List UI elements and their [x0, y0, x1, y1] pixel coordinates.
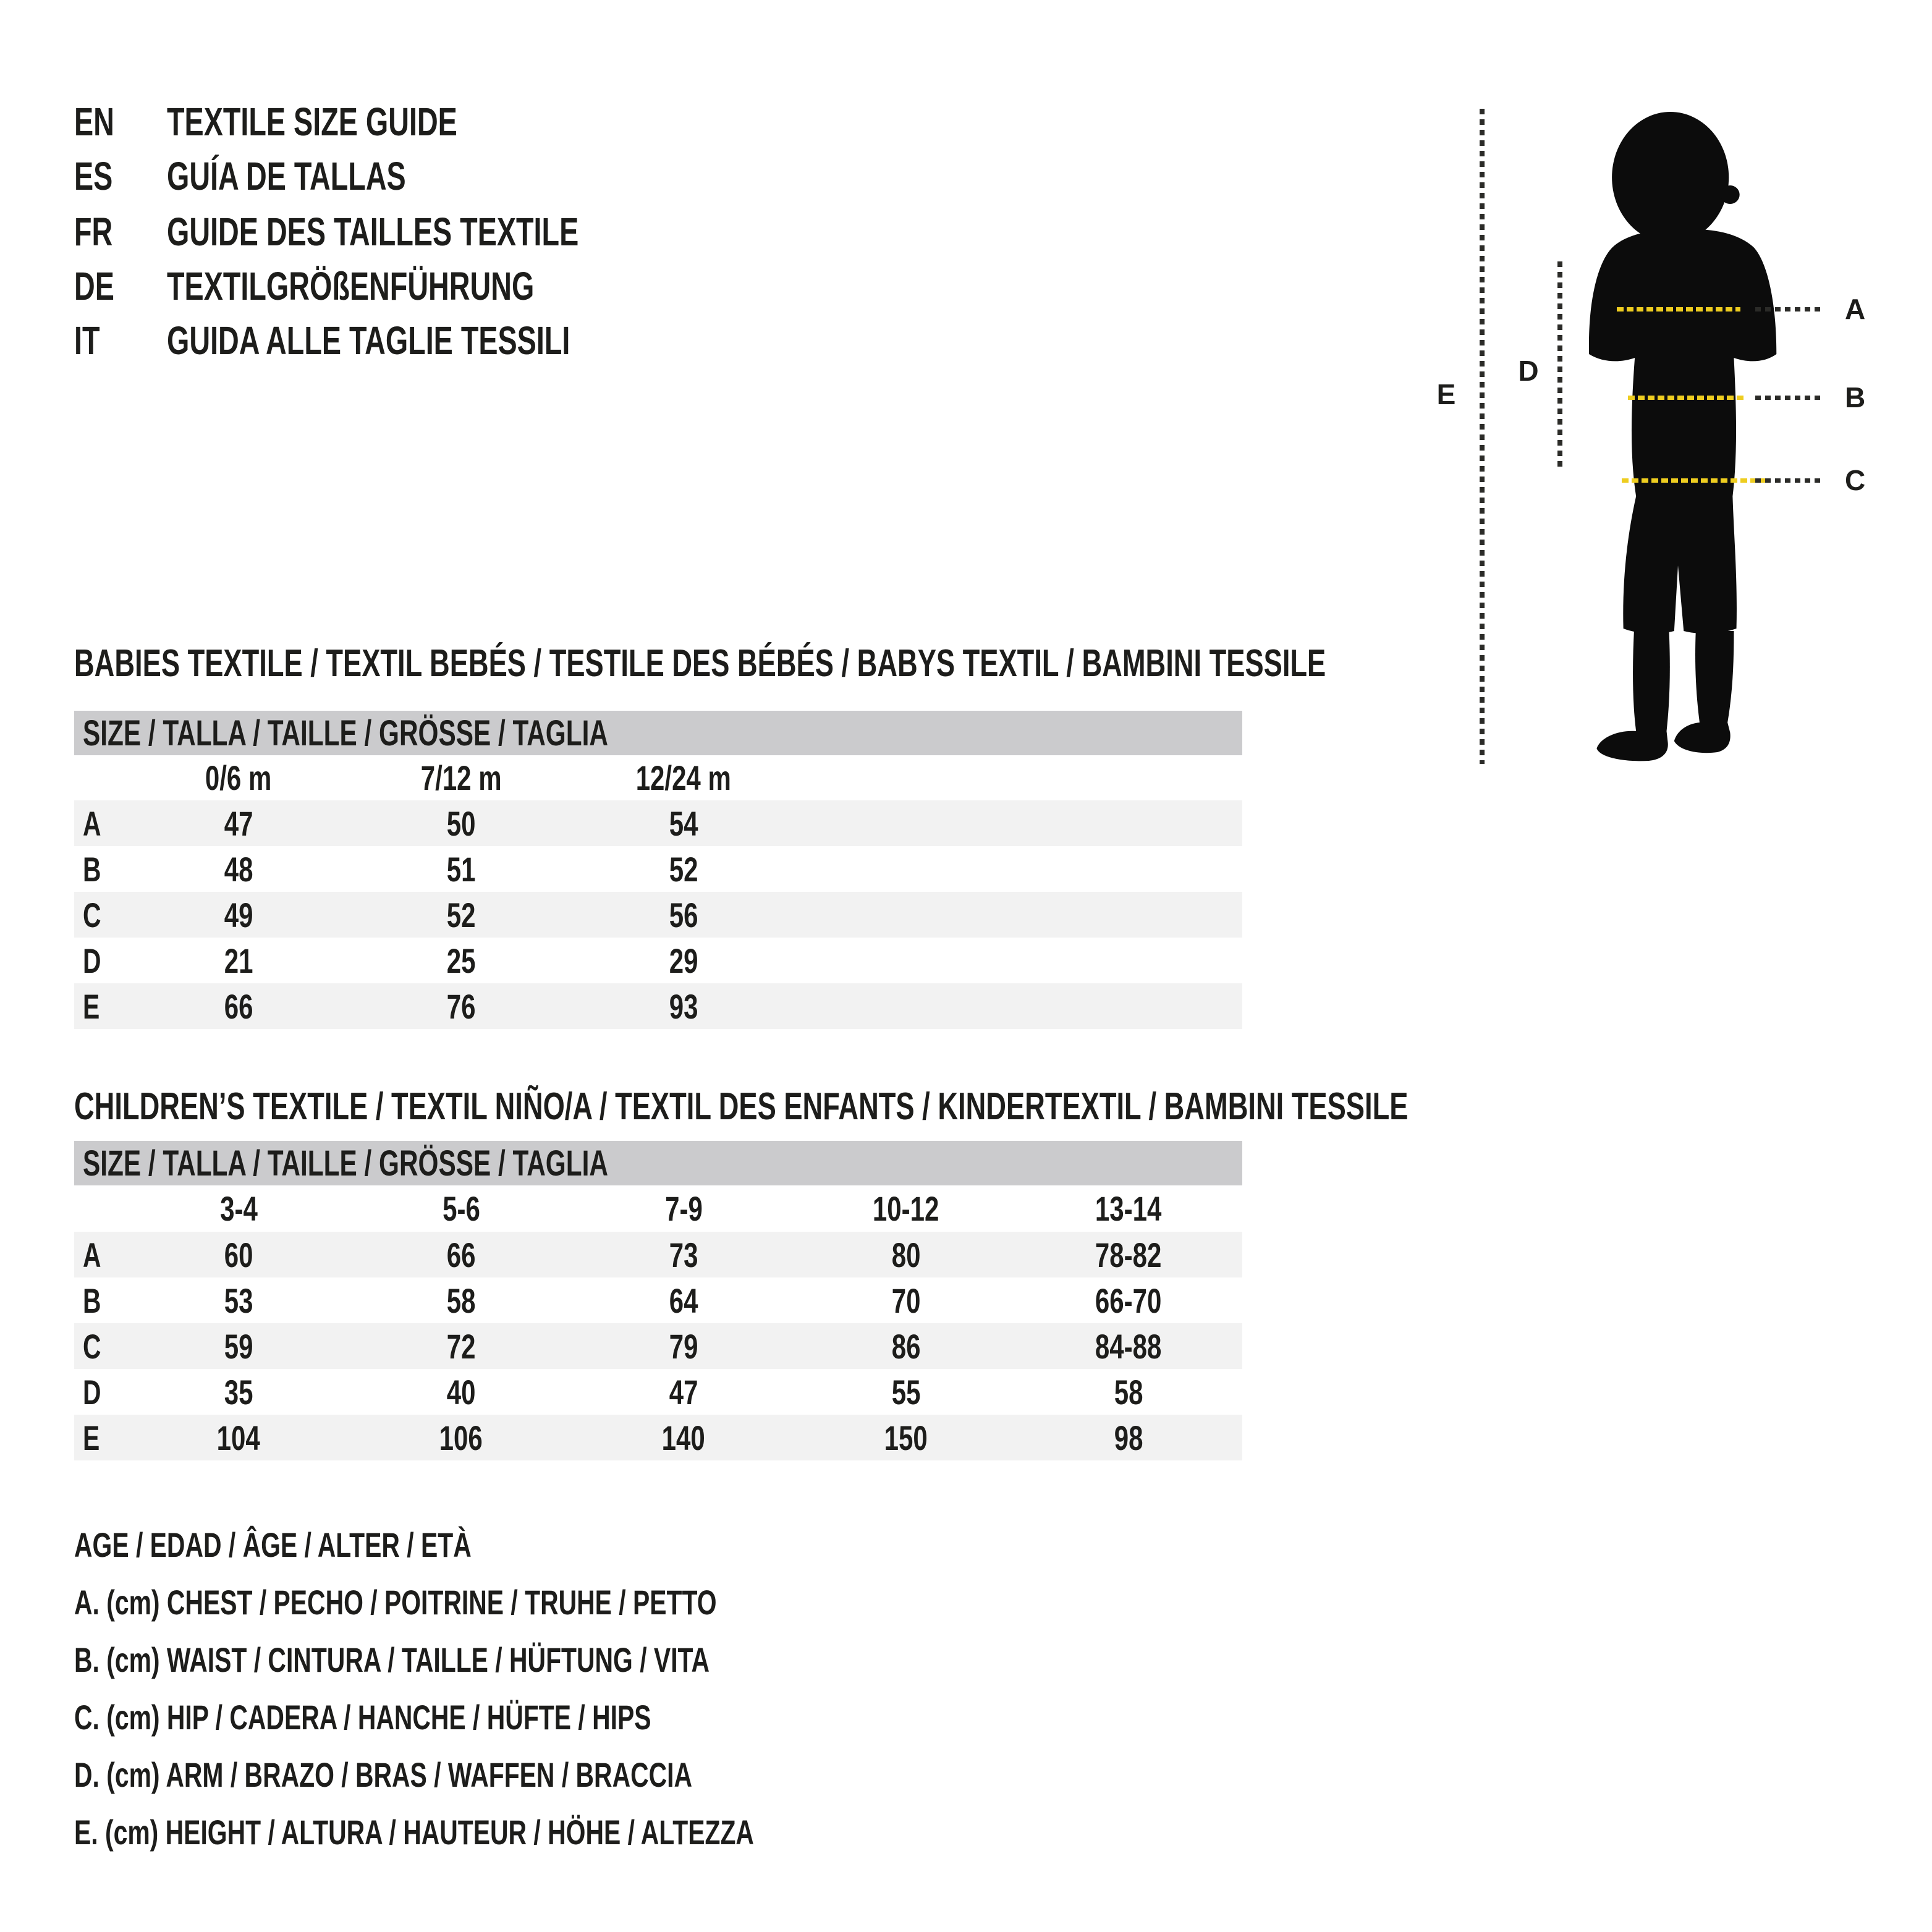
cell-value: 98	[1114, 1418, 1143, 1457]
legend-height-e: E. (cm) HEIGHT / ALTURA / HAUTEUR / HÖHE / ALTEZZA	[74, 1813, 754, 1852]
cell-value: 21	[224, 941, 253, 980]
cell-value: 47	[224, 803, 253, 843]
measure-label-c: C	[1845, 464, 1866, 496]
babies-table-row-c	[74, 892, 1242, 938]
children-table-row-e	[74, 1415, 1242, 1460]
cell-value: 79	[669, 1326, 698, 1366]
cell-value: 52	[669, 849, 698, 889]
language-code: IT	[74, 318, 100, 363]
measure-label-d: D	[1518, 355, 1539, 387]
legend-chest-a: A. (cm) CHEST / PECHO / POITRINE / TRUHE / PETTO	[74, 1583, 717, 1622]
column-header: 13-14	[1095, 1189, 1162, 1228]
row-label: E	[83, 986, 100, 1026]
language-title: GUÍA DE TALLAS	[167, 154, 406, 198]
children-table-row-a	[74, 1232, 1242, 1277]
cell-value: 93	[669, 986, 698, 1026]
silhouette-left-shoe	[1596, 731, 1667, 761]
row-label: E	[83, 1418, 100, 1457]
cell-value: 58	[446, 1281, 476, 1320]
cell-value: 70	[891, 1281, 921, 1320]
measure-label-b: B	[1845, 381, 1866, 413]
cell-value: 86	[891, 1326, 921, 1366]
row-label: A	[83, 1235, 101, 1274]
cell-value: 58	[1114, 1372, 1143, 1412]
cell-value: 60	[224, 1235, 253, 1274]
cell-value: 47	[669, 1372, 698, 1412]
arm-dotted-line-d	[1557, 261, 1562, 468]
cell-value: 25	[446, 941, 476, 980]
row-label: B	[83, 1281, 101, 1320]
cell-value: 64	[669, 1281, 698, 1320]
column-header: 5-6	[442, 1189, 480, 1228]
babies-table-row-b	[74, 846, 1242, 892]
cell-value: 56	[669, 895, 698, 934]
legend-hip-c: C. (cm) HIP / CADERA / HANCHE / HÜFTE / HIPS	[74, 1698, 651, 1737]
babies-table-row-a	[74, 800, 1242, 846]
row-label: C	[83, 895, 101, 934]
chest-leader-dots-a	[1755, 307, 1821, 311]
cell-value: 76	[446, 986, 476, 1026]
cell-value: 48	[224, 849, 253, 889]
row-label: C	[83, 1326, 101, 1366]
children-column-header-row	[74, 1185, 1242, 1232]
language-code: EN	[74, 100, 114, 144]
row-label: D	[83, 1372, 101, 1412]
row-label: A	[83, 803, 101, 843]
cell-value: 73	[669, 1235, 698, 1274]
cell-value: 66	[224, 986, 253, 1026]
silhouette-right-shoe	[1674, 722, 1731, 753]
cell-value: 84-88	[1095, 1326, 1162, 1366]
cell-value: 66	[446, 1235, 476, 1274]
cell-value: 55	[891, 1372, 921, 1412]
cell-value: 80	[891, 1235, 921, 1274]
cell-value: 140	[661, 1418, 706, 1457]
silhouette-ear	[1721, 185, 1740, 204]
measure-label-a: A	[1845, 293, 1866, 325]
cell-value: 78-82	[1095, 1235, 1162, 1274]
chest-measure-line-a	[1617, 307, 1740, 311]
hip-leader-dots-c	[1755, 478, 1821, 483]
cell-value: 54	[669, 803, 698, 843]
measure-label-e: E	[1436, 378, 1456, 410]
legend-age: AGE / EDAD / ÂGE / ALTER / ETÀ	[74, 1525, 472, 1564]
language-title: GUIDE DES TAILLES TEXTILE	[167, 210, 579, 254]
column-header: 3-4	[219, 1189, 258, 1228]
row-label: B	[83, 849, 101, 889]
silhouette-head	[1612, 112, 1729, 243]
cell-value: 150	[884, 1418, 928, 1457]
hip-measure-line-c	[1622, 478, 1765, 483]
legend-waist-b: B. (cm) WAIST / CINTURA / TAILLE / HÜFTUNG / VITA	[74, 1640, 710, 1679]
children-table-title: CHILDREN’S TEXTILE / TEXTIL NIÑO/A / TEXTIL DES ENFANTS / KINDERTEXTIL / BAMBINI TESSILE	[74, 1085, 1409, 1128]
cell-value: 104	[216, 1418, 261, 1457]
language-code: ES	[74, 154, 113, 198]
language-title: TEXTILE SIZE GUIDE	[167, 100, 457, 144]
language-title: TEXTILGRÖßENFÜHRUNG	[167, 264, 535, 308]
silhouette-shorts	[1623, 496, 1737, 633]
children-size-header-band: SIZE / TALLA / TAILLE / GRÖSSE / TAGLIA	[74, 1141, 1242, 1185]
legend-arm-d: D. (cm) ARM / BRAZO / BRAS / WAFFEN / BRACCIA	[74, 1755, 693, 1794]
children-table-row-d	[74, 1369, 1242, 1415]
language-title: GUIDA ALLE TAGLIE TESSILI	[167, 318, 570, 363]
row-label: D	[83, 941, 101, 980]
cell-value: 106	[439, 1418, 483, 1457]
children-table-row-c	[74, 1323, 1242, 1369]
cell-value: 66-70	[1095, 1281, 1162, 1320]
cell-value: 53	[224, 1281, 253, 1320]
cell-value: 59	[224, 1326, 253, 1366]
cell-value: 72	[446, 1326, 476, 1366]
waist-measure-line-b	[1628, 396, 1745, 400]
cell-value: 40	[446, 1372, 476, 1412]
cell-value: 35	[224, 1372, 253, 1412]
children-table-row-b	[74, 1277, 1242, 1323]
babies-size-header-band: SIZE / TALLA / TAILLE / GRÖSSE / TAGLIA	[74, 711, 1242, 755]
column-header: 10-12	[873, 1189, 939, 1228]
cell-value: 51	[446, 849, 476, 889]
cell-value: 49	[224, 895, 253, 934]
babies-table-row-e	[74, 983, 1242, 1029]
waist-leader-dots-b	[1755, 396, 1821, 400]
language-code: DE	[74, 264, 114, 308]
babies-column-header-row	[74, 755, 1242, 800]
babies-table-row-d	[74, 938, 1242, 983]
column-header: 0/6 m	[205, 758, 272, 797]
cell-value: 52	[446, 895, 476, 934]
silhouette-tshirt	[1589, 229, 1776, 496]
babies-table-title: BABIES TEXTILE / TEXTIL BEBÉS / TESTILE DES BÉBÉS / BABYS TEXTIL / BAMBINI TESSILE	[74, 642, 1326, 685]
column-header: 7/12 m	[420, 758, 502, 797]
cell-value: 29	[669, 941, 698, 980]
column-header: 12/24 m	[635, 758, 732, 797]
language-code: FR	[74, 210, 113, 254]
column-header: 7-9	[664, 1189, 703, 1228]
cell-value: 50	[446, 803, 476, 843]
